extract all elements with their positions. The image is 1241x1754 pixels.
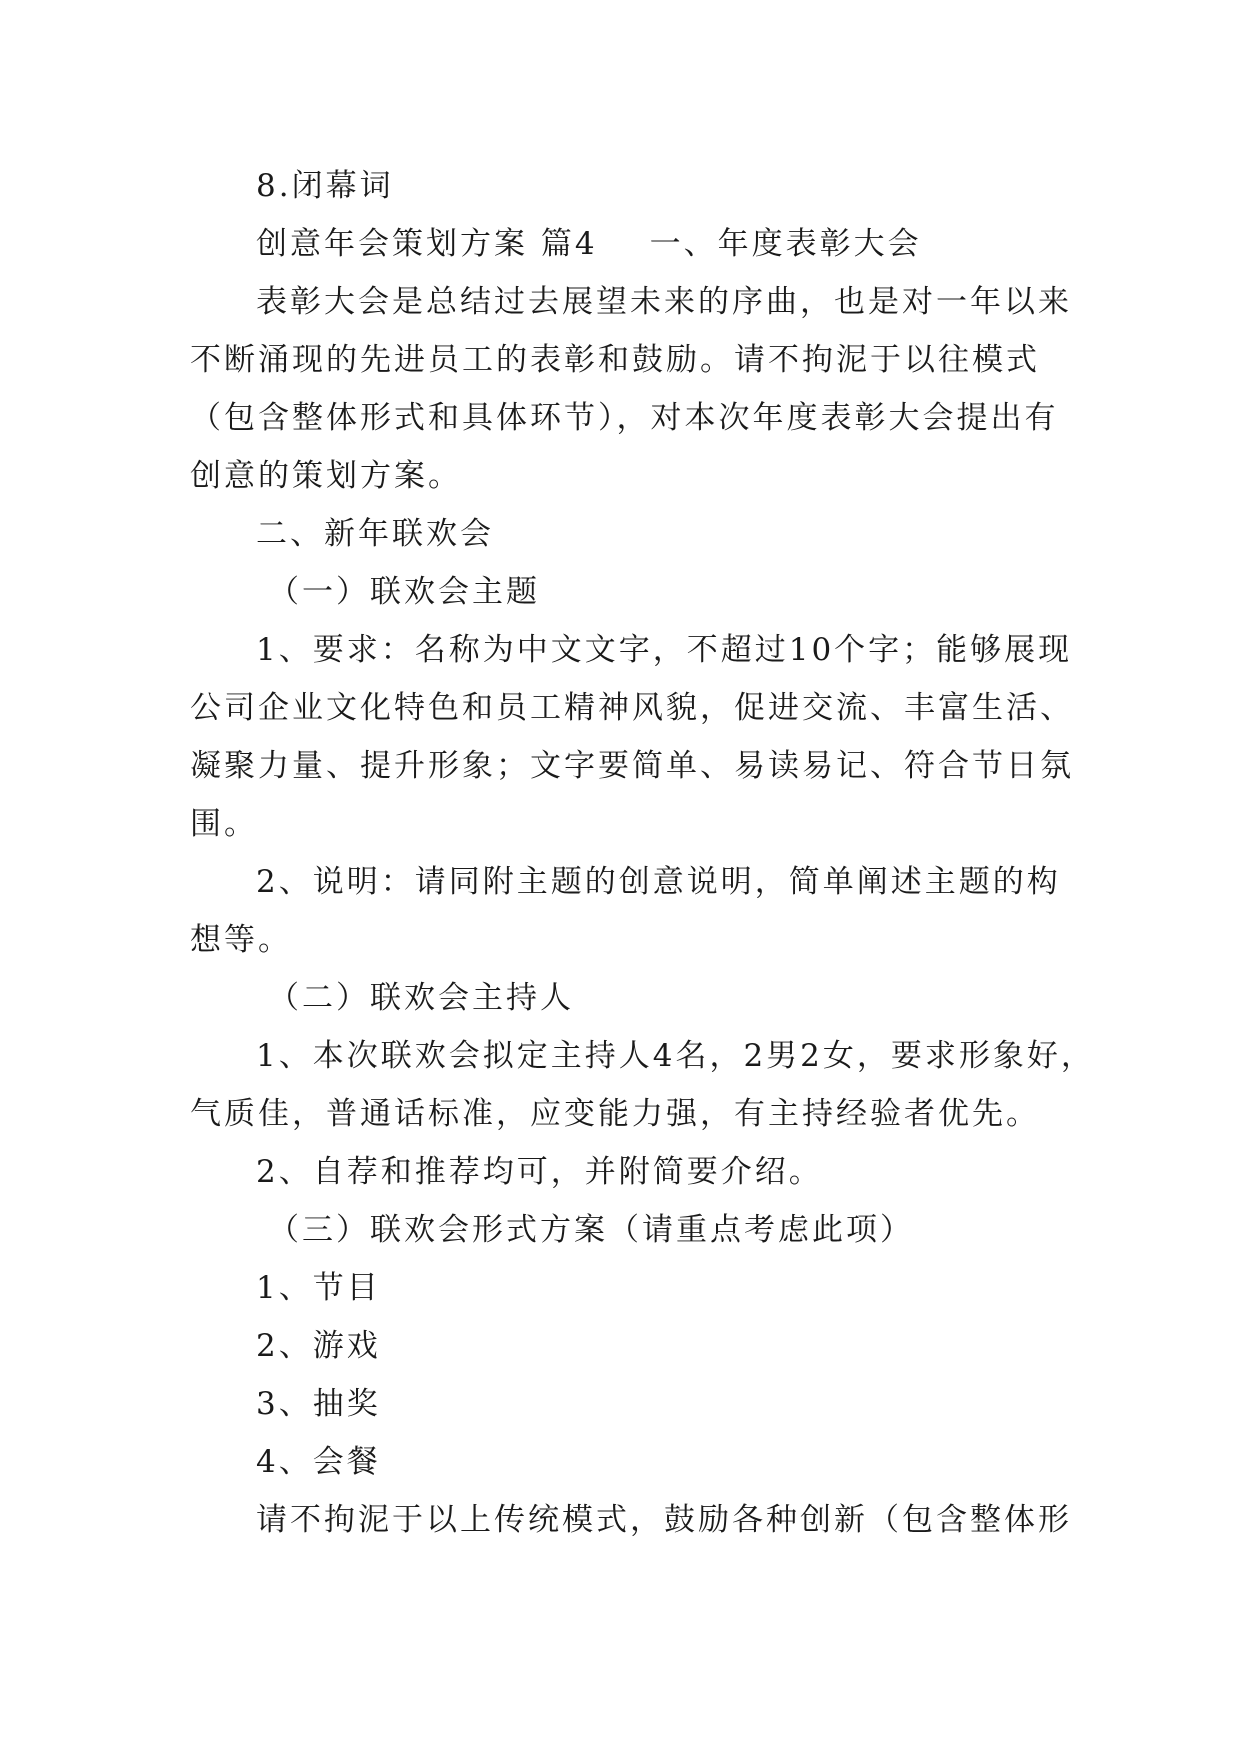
subheading-party-format: （三）联欢会形式方案（请重点考虑此项） <box>268 1212 914 1248</box>
subheading-party-host: （二）联欢会主持人 <box>268 980 574 1016</box>
list-item: 2、游戏 <box>256 1328 381 1364</box>
paragraph-line: 不断涌现的先进员工的表彰和鼓励。请不拘泥于以往模式 <box>190 342 1040 378</box>
paragraph-line: 2、说明：请同附主题的创意说明，简单阐述主题的构 <box>256 864 1061 900</box>
paragraph-line: 围。 <box>190 806 258 842</box>
list-item: 3、抽奖 <box>256 1386 381 1422</box>
paragraph-line: 凝聚力量、提升形象；文字要简单、易读易记、符合节日氛 <box>190 748 1074 784</box>
subheading-party-theme: （一）联欢会主题 <box>268 574 540 610</box>
paragraph-line: 1、要求：名称为中文文字，不超过10个字；能够展现 <box>256 632 1073 668</box>
heading-annual-awards: 一、年度表彰大会 <box>649 226 922 262</box>
paragraph-line: 1、本次联欢会拟定主持人4名，2男2女，要求形象好， <box>256 1038 1095 1074</box>
list-item: 4、会餐 <box>256 1444 381 1480</box>
closing-speech-item: 8.闭幕词 <box>256 168 394 204</box>
paragraph-line: （包含整体形式和具体环节），对本次年度表彰大会提出有 <box>190 400 1059 436</box>
paragraph-line: 表彰大会是总结过去展望未来的序曲，也是对一年以来 <box>256 284 1072 320</box>
paragraph-line: 创意的策划方案。 <box>190 458 462 494</box>
list-item: 1、节目 <box>256 1270 381 1306</box>
paragraph-line: 想等。 <box>190 922 292 958</box>
section-heading-line <box>256 224 922 264</box>
paragraph-line: 2、自荐和推荐均可，并附简要介绍。 <box>256 1154 823 1190</box>
paragraph-line: 公司企业文化特色和员工精神风貌，促进交流、丰富生活、 <box>190 690 1074 726</box>
article-part-title: 创意年会策划方案 篇4 <box>256 226 598 262</box>
heading-new-year-party: 二、新年联欢会 <box>256 516 494 552</box>
paragraph-line: 请不拘泥于以上传统模式，鼓励各种创新（包含整体形 <box>256 1502 1072 1538</box>
paragraph-line: 气质佳，普通话标准，应变能力强，有主持经验者优先。 <box>190 1096 1040 1132</box>
